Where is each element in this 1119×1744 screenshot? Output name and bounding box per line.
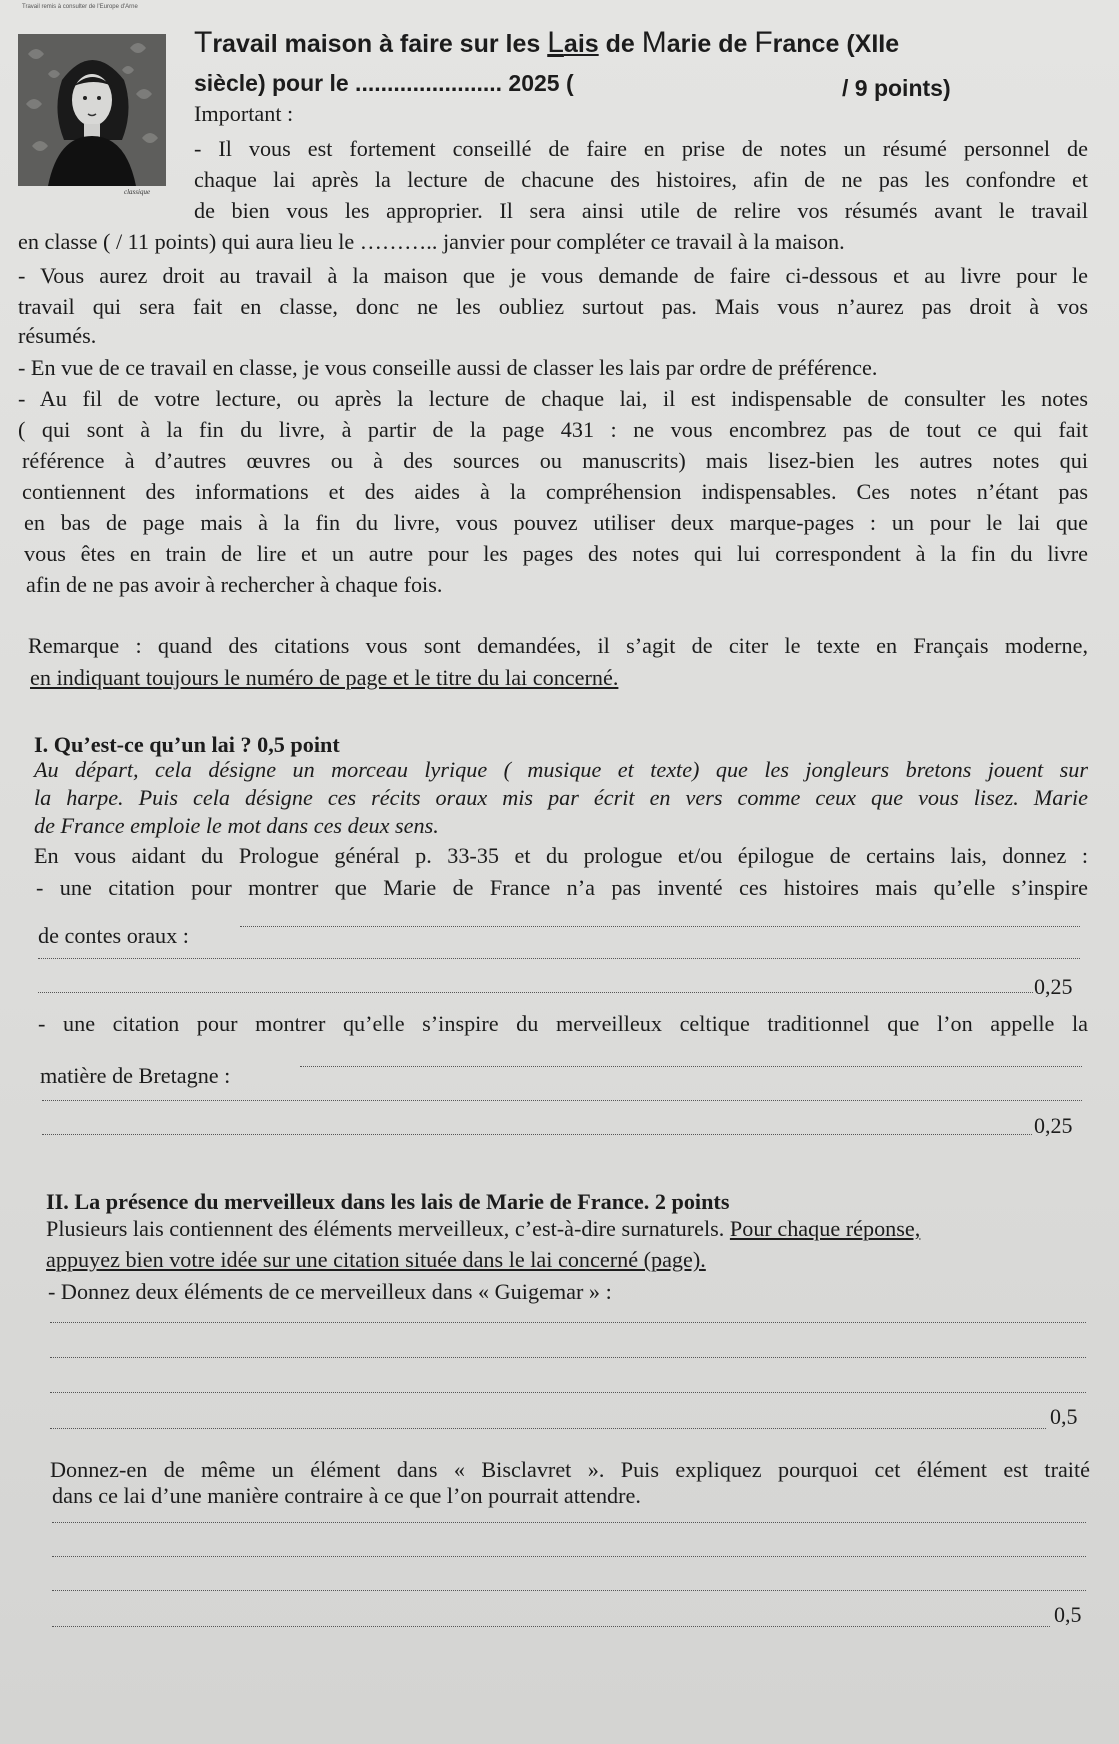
section-1-instruction: En vous aidant du Prologue général p. 33-35 et du prologue et/ou épilogue de certains lais, donnez : [34, 843, 1088, 868]
answer-line[interactable] [52, 1626, 1050, 1627]
section-1-intro: la harpe. Puis cela désigne ces récits oraux mis par écrit en vers comme ceux que vous lisez. Marie [34, 785, 1088, 810]
answer-line[interactable] [52, 1590, 1086, 1591]
answer-line[interactable] [52, 1522, 1086, 1523]
answer-line[interactable] [50, 1428, 1046, 1429]
points-label: 0,25 [1034, 1113, 1073, 1138]
title-text-1: ravail maison à faire sur les [212, 30, 548, 58]
important-line: de bien vous les approprier. Il sera ainsi utile de relire vos résumés avant le travail [194, 198, 1088, 223]
answer-line[interactable] [50, 1392, 1086, 1393]
points-label: 0,5 [1054, 1602, 1082, 1627]
page-title [194, 22, 1094, 65]
body-line: afin de ne pas avoir à rechercher à chaque fois. [26, 572, 443, 597]
body-line: résumés. [18, 323, 97, 348]
title-initial-m: M [641, 26, 667, 59]
title-text-lais: ais [563, 30, 599, 58]
important-line: en classe ( / 11 points) qui aura lieu le ……….. janvier pour compléter ce travail à la maison. [18, 229, 845, 254]
section-2-intro-underlined: appuyez bien votre idée sur une citation située dans le lai concerné (page). [46, 1247, 706, 1272]
portrait-illustration [18, 34, 166, 186]
total-points: / 9 points) [842, 75, 951, 101]
marie-de-france-portrait [18, 34, 166, 186]
points-label: 0,25 [1034, 974, 1073, 999]
title-text-3: rance (XIIe [772, 30, 900, 58]
remark-underlined: en indiquant toujours le numéro de page et le titre du lai concerné. [30, 665, 619, 690]
points-label: 0,5 [1050, 1404, 1078, 1429]
corner-note: Travail remis à consulter de l'Europe d'Arne [22, 4, 138, 10]
answer-line[interactable] [38, 992, 1033, 993]
question-1-1: - une citation pour montrer que Marie de France n’a pas inventé ces histoires mais qu’elle s’inspire [36, 875, 1088, 900]
body-line: - Vous aurez droit au travail à la maison que je vous demande de faire ci-dessous et au livre pour le [18, 263, 1088, 288]
important-label: Important : [194, 101, 294, 126]
section-2-intro-underlined: Pour chaque réponse, [729, 1216, 921, 1241]
body-line: - Au fil de votre lecture, ou après la lecture de chaque lai, il est indispensable de consulter les notes [18, 386, 1088, 411]
body-line: en bas de page mais à la fin du livre, vous pouvez utiliser deux marque-pages : un pour le lai que [24, 510, 1088, 535]
title-initial-l: L [547, 26, 564, 59]
section-1-intro: de France emploie le mot dans ces deux sens. [34, 813, 439, 838]
title-line-2: siècle) pour le ....................... 2025 ( [194, 70, 574, 96]
title-text-2: arie de [666, 30, 755, 58]
section-1-intro: Au départ, cela désigne un morceau lyrique ( musique et texte) que les jongleurs bretons jouent sur [34, 757, 1088, 782]
section-2-intro-text: Plusieurs lais contiennent des éléments merveilleux, c’est-à-dire surnaturels. [46, 1216, 730, 1241]
body-line: ( qui sont à la fin du livre, à partir de la page 431 : ne vous encombrez pas de tout ce qui fait [18, 417, 1088, 442]
remark-line: Remarque : quand des citations vous sont demandées, il s’agit de citer le texte en Français moderne, [28, 633, 1088, 658]
question-1-2-end: matière de Bretagne : [40, 1063, 231, 1088]
answer-line[interactable] [240, 926, 1080, 927]
answer-line[interactable] [42, 1134, 1032, 1135]
question-1-2: - une citation pour montrer qu’elle s’inspire du merveilleux celtique traditionnel que l’on appelle la [38, 1011, 1088, 1036]
important-line: - Il vous est fortement conseillé de faire en prise de notes un résumé personnel de [194, 136, 1088, 161]
body-line: contiennent des informations et des aides à la compréhension indispensables. Ces notes n’étant pas [22, 479, 1088, 504]
portrait-caption: classique [124, 188, 151, 196]
question-2-1: - Donnez deux éléments de ce merveilleux dans « Guigemar » : [48, 1279, 612, 1304]
body-line: travail qui sera fait en classe, donc ne les oubliez surtout pas. Mais vous n’aurez pas droit à vos [18, 294, 1088, 319]
answer-line[interactable] [300, 1066, 1082, 1067]
important-line: chaque lai après la lecture de chacune des histoires, afin de ne pas les confondre et [194, 167, 1088, 192]
answer-line[interactable] [50, 1322, 1086, 1323]
question-2-2: Donnez-en de même un élément dans « Bisclavret ». Puis expliquez pourquoi cet élément est traité [50, 1457, 1090, 1482]
body-line: vous êtes en train de lire et un autre pour les pages des notes qui lui correspondent à la fin du livre [24, 541, 1088, 566]
section-2-heading: II. La présence du merveilleux dans les lais de Marie de France. 2 points [46, 1189, 730, 1214]
answer-line[interactable] [52, 1556, 1086, 1557]
section-2-intro [46, 1213, 920, 1244]
title-text-de: de [598, 30, 642, 58]
answer-line[interactable] [42, 1100, 1082, 1101]
title-initial-f: F [754, 26, 773, 59]
question-1-1-end: de contes oraux : [38, 923, 189, 948]
answer-line[interactable] [38, 958, 1080, 959]
title-initial-t: T [194, 26, 213, 59]
body-line: référence à d’autres œuvres ou à des sources ou manuscrits) mais lisez-bien les autres notes qui [22, 448, 1088, 473]
question-2-2-end: dans ce lai d’une manière contraire à ce que l’on pourrait attendre. [52, 1483, 641, 1508]
answer-line[interactable] [50, 1357, 1086, 1358]
section-1-heading: I. Qu’est-ce qu’un lai ? 0,5 point [34, 732, 340, 757]
body-line: - En vue de ce travail en classe, je vous conseille aussi de classer les lais par ordre de préférence. [18, 355, 878, 380]
